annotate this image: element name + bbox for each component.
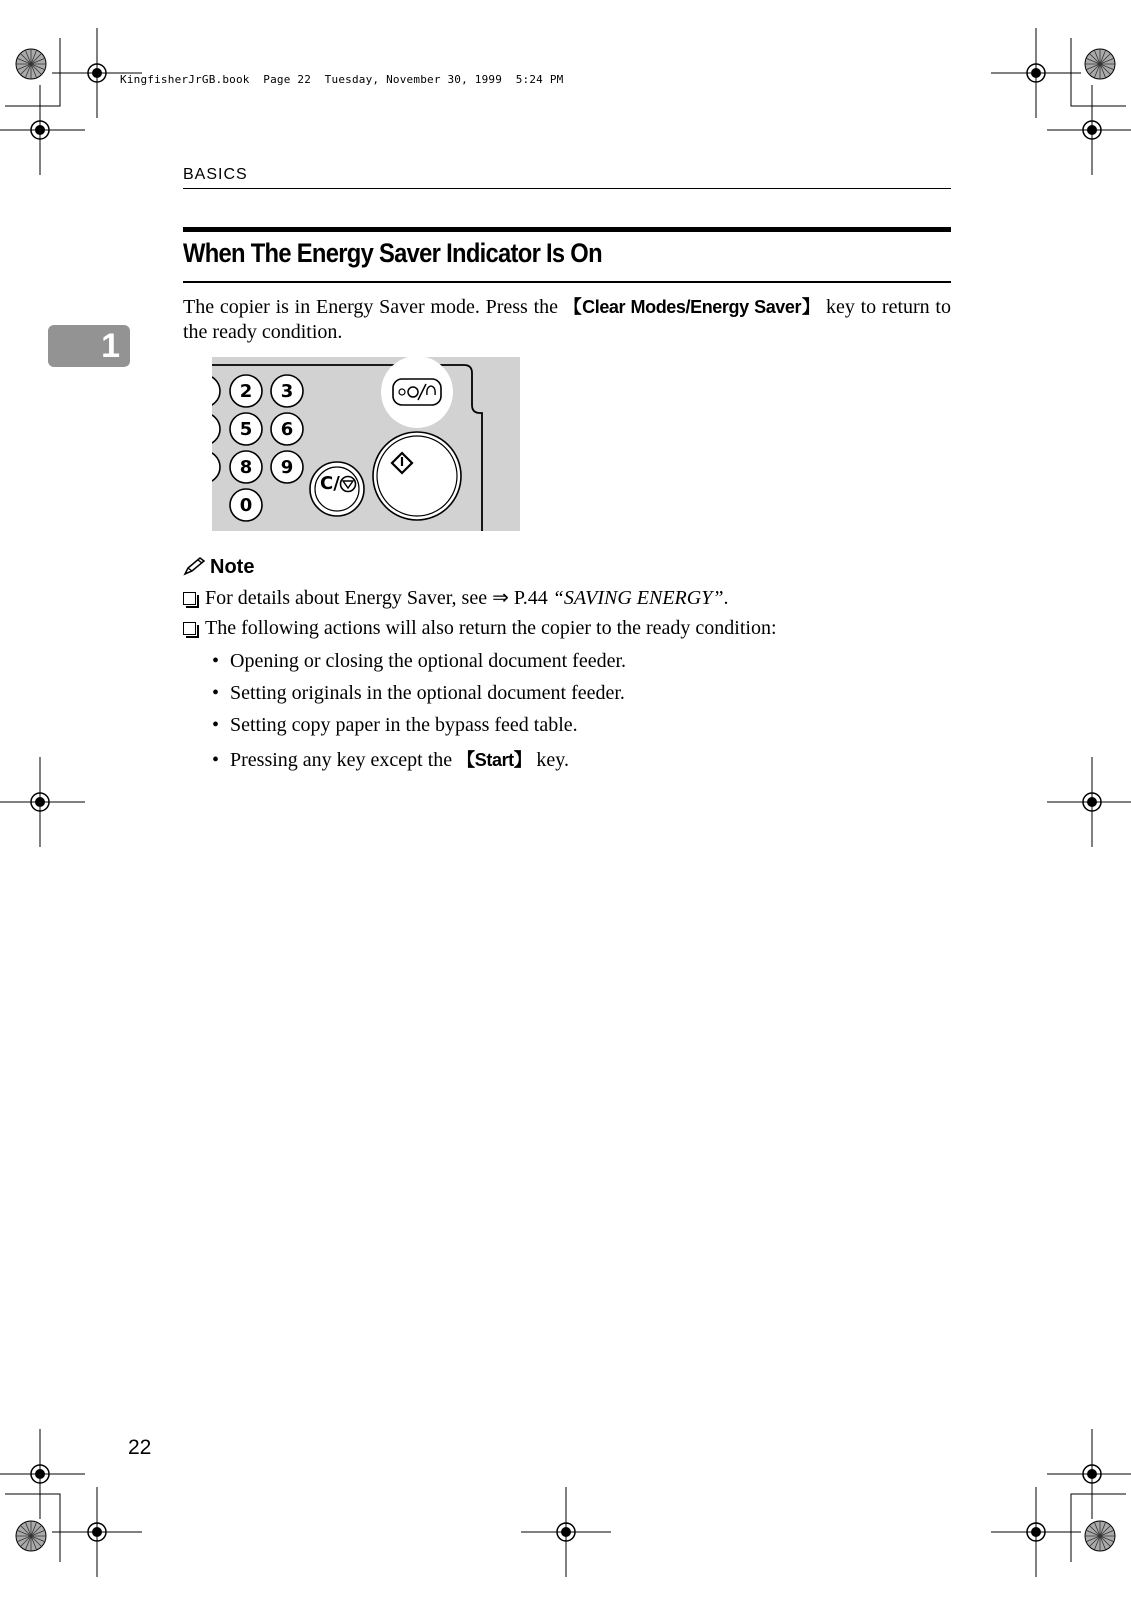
- bullet-text: Setting originals in the optional document feeder.: [230, 682, 625, 704]
- note-item-1-text: For details about Energy Saver, see ⇒ P.44: [205, 587, 553, 609]
- clear-modes-energy-saver-key-label: 【Clear Modes/Energy Saver】: [563, 297, 821, 317]
- start-key-label: 【Start】: [457, 750, 532, 770]
- key-0-label: 0: [239, 495, 253, 516]
- control-panel-illustration: [212, 357, 520, 531]
- note-heading-text: Note: [210, 556, 255, 578]
- key-2-label: 2: [239, 381, 253, 402]
- bullet-text: Setting copy paper in the bypass feed table.: [230, 714, 578, 736]
- chapter-number: 1: [101, 327, 120, 365]
- intro-text-end: key to return to the ready condition.: [183, 296, 951, 343]
- saving-energy-reference: “SAVING ENERGY”: [552, 587, 724, 609]
- bullet-text: Pressing any key except the: [230, 749, 458, 771]
- bullet-item: [212, 746, 569, 772]
- note-item-2: [183, 617, 777, 640]
- note-item-1-end: .: [723, 587, 729, 609]
- title-top-rule: [183, 227, 951, 232]
- key-9-label: 9: [280, 457, 294, 478]
- bullet-icon: •: [212, 749, 220, 771]
- bullet-icon: •: [212, 650, 220, 672]
- key-6-label: 6: [280, 419, 294, 440]
- bullet-text: Opening or closing the optional document feeder.: [230, 650, 627, 672]
- checkbox-icon: [183, 592, 196, 605]
- print-info-header: KingfisherJrGB.book Page 22 Tuesday, November 30, 1999 5:24 PM: [120, 73, 564, 86]
- key-5-label: 5: [239, 419, 253, 440]
- chapter-tab: [48, 325, 130, 367]
- key-3-label: 3: [280, 381, 294, 402]
- title-bottom-rule: [183, 281, 951, 283]
- clear-stop-label: C/: [320, 473, 340, 494]
- page-number: 22: [128, 1436, 152, 1459]
- checkbox-icon: [183, 622, 196, 635]
- bullet-item: [212, 682, 625, 705]
- note-item-2-text: The following actions will also return the copier to the ready condition:: [205, 617, 777, 639]
- pencil-icon: [183, 556, 207, 576]
- intro-text: The copier is in Energy Saver mode. Press the: [183, 296, 564, 318]
- note-heading: [183, 556, 254, 579]
- bullet-item: [212, 650, 626, 673]
- bullet-icon: •: [212, 682, 220, 704]
- clear-stop-key: [310, 462, 364, 516]
- key-8-label: 8: [239, 457, 253, 478]
- section-label: BASICS: [183, 166, 248, 183]
- bullet-text-end: key.: [531, 749, 569, 771]
- bullet-item: [212, 714, 578, 737]
- page-title: When The Energy Saver Indicator Is On: [183, 238, 602, 268]
- section-rule: [183, 188, 951, 189]
- bullet-icon: •: [212, 714, 220, 736]
- intro-paragraph: [183, 295, 951, 345]
- start-key: [373, 432, 461, 520]
- note-item-1: [183, 585, 728, 610]
- energy-saver-key-highlight: [381, 357, 453, 428]
